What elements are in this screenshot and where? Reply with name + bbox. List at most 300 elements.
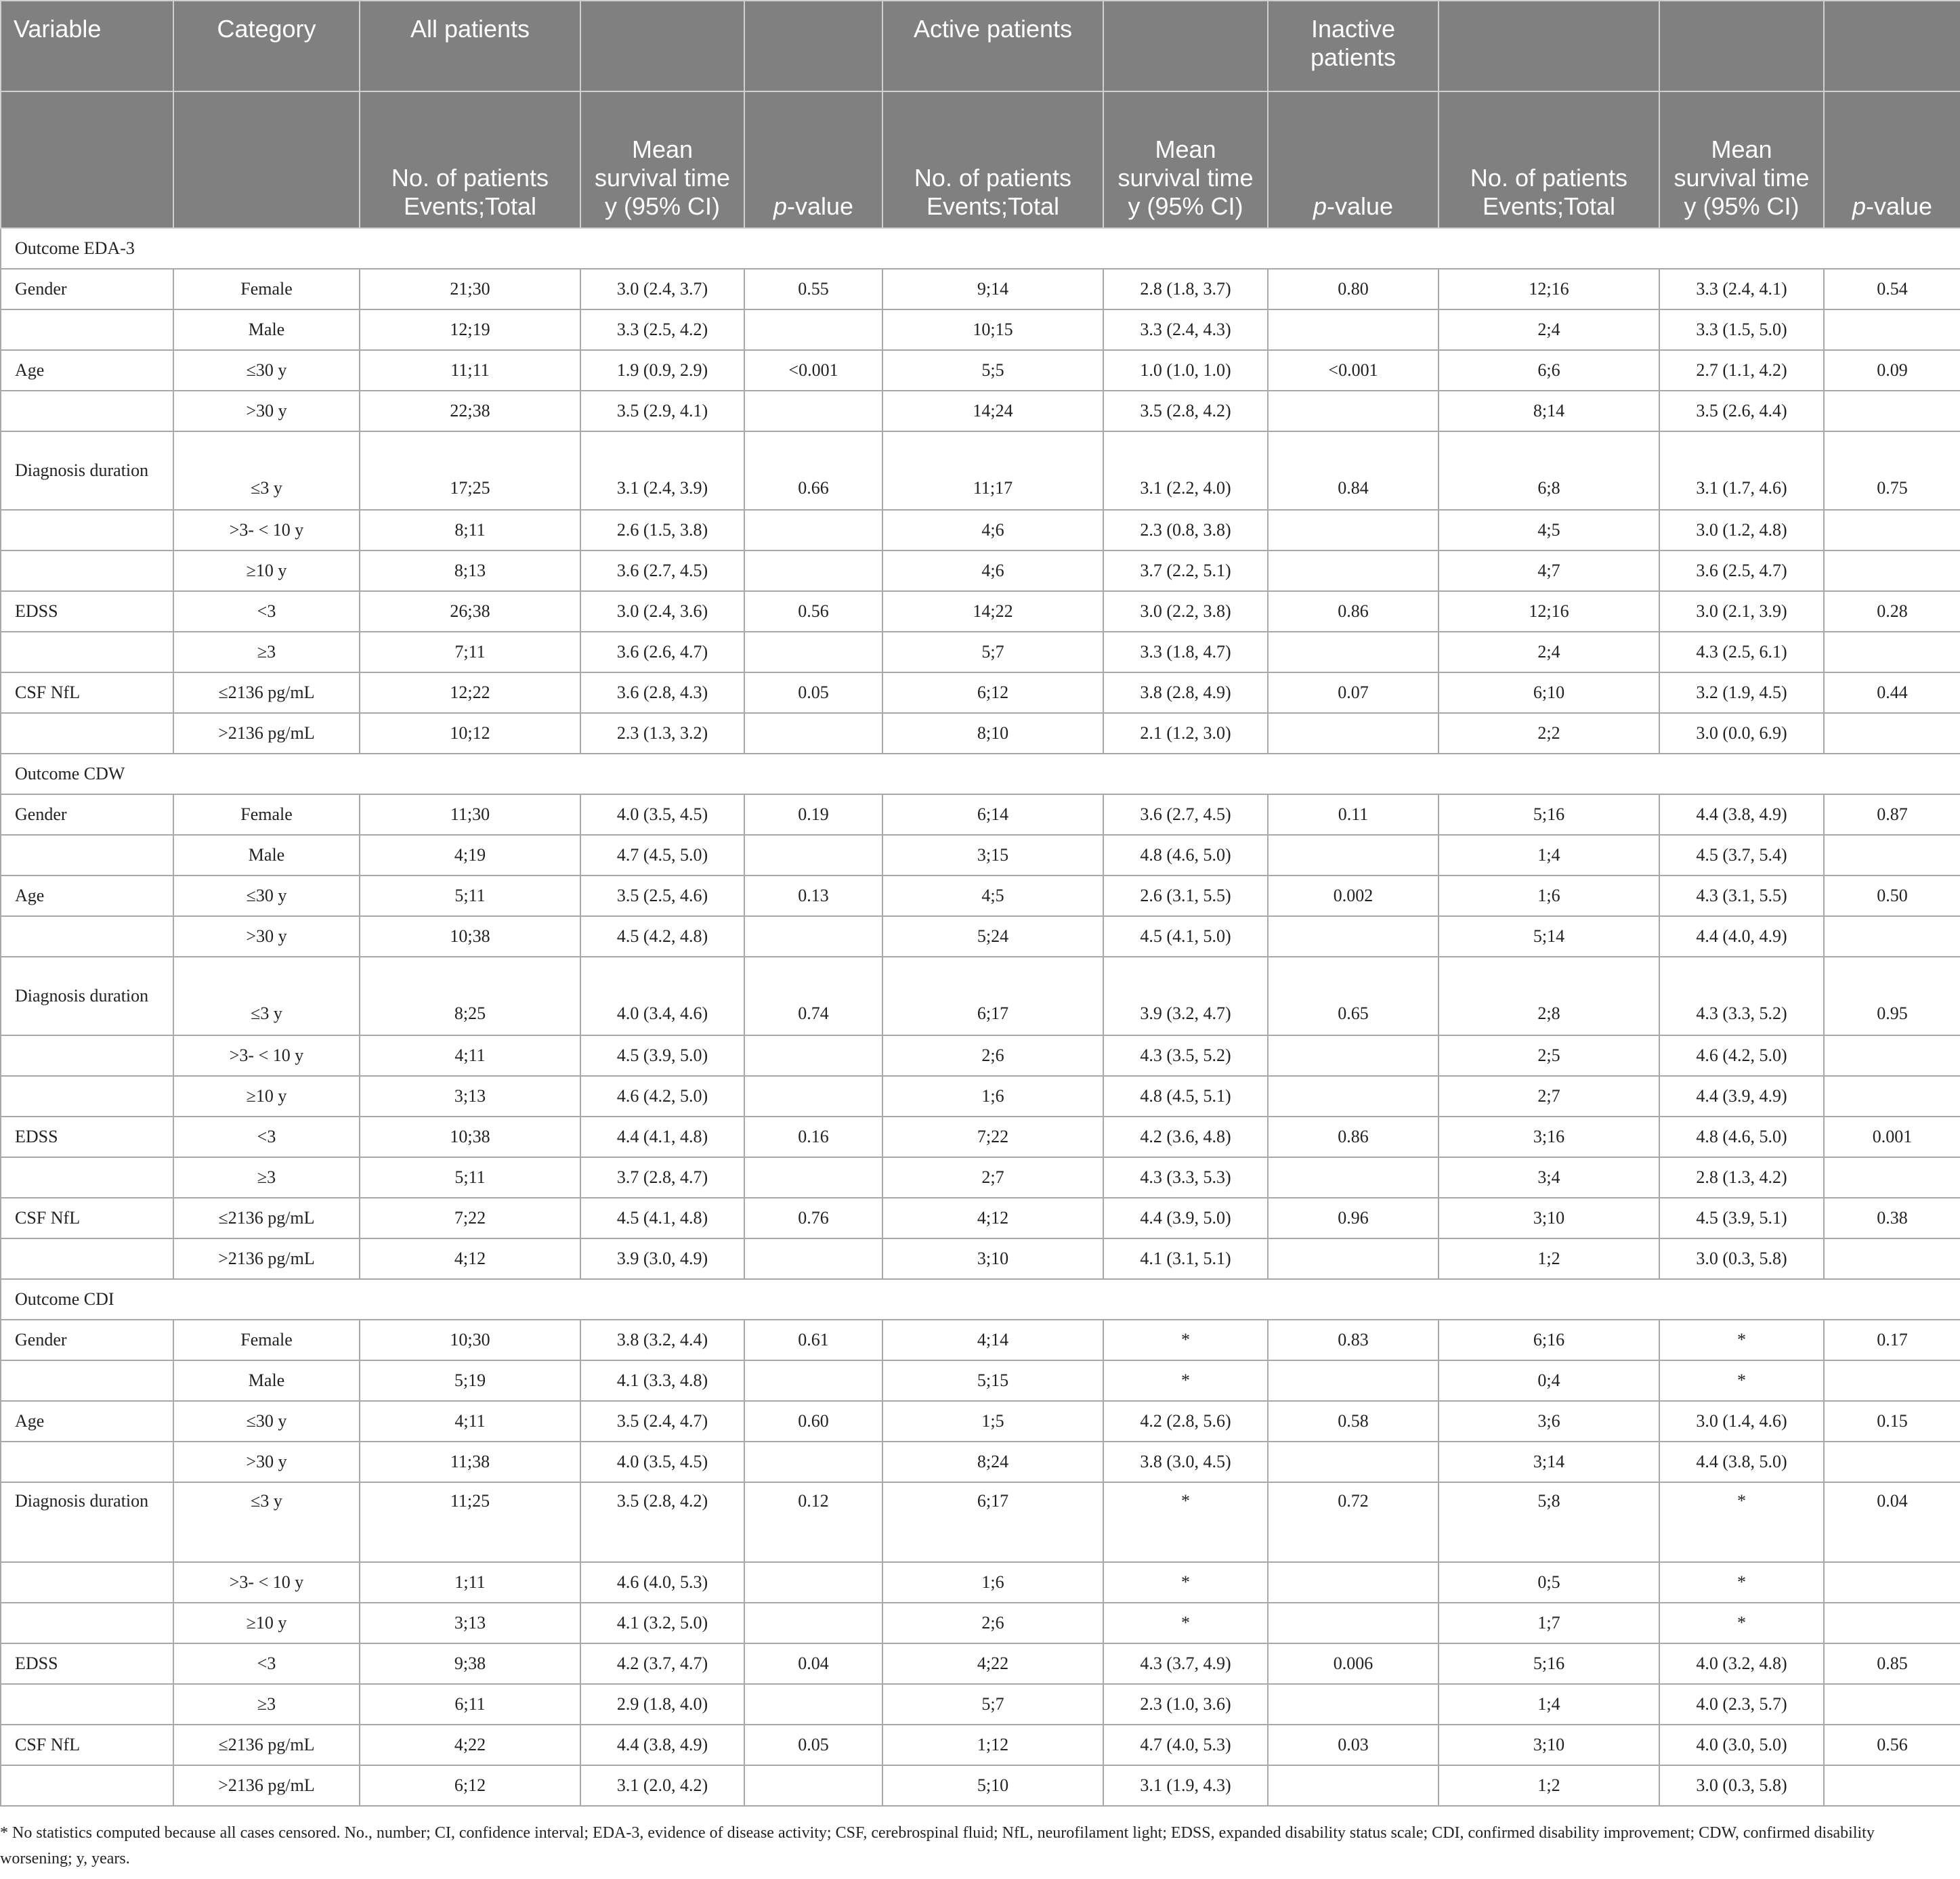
events-total-all-cell: 8;11 — [360, 510, 580, 550]
events-total-active-cell: 4;12 — [882, 1198, 1103, 1238]
p-value-all-cell — [744, 632, 882, 672]
header-active-patients: Active patients — [882, 1, 1103, 91]
p-value-all-cell: 0.60 — [744, 1401, 882, 1442]
variable-cell — [1, 1562, 173, 1603]
mean-survival-inactive-cell: 3.6 (2.5, 4.7) — [1659, 550, 1824, 591]
mean-survival-active-cell: * — [1103, 1320, 1268, 1360]
header-p-value-all: p-value — [744, 91, 882, 228]
mean-survival-all-cell: 4.0 (3.4, 4.6) — [580, 957, 744, 1035]
mean-survival-inactive-cell: 3.0 (1.2, 4.8) — [1659, 510, 1824, 550]
variable-cell: Age — [1, 1401, 173, 1442]
variable-cell: CSF NfL — [1, 1198, 173, 1238]
category-cell: >30 y — [173, 916, 360, 957]
category-cell: <3 — [173, 1643, 360, 1684]
category-cell: ≥10 y — [173, 550, 360, 591]
p-value-inactive-cell — [1824, 835, 1960, 876]
p-value-inactive-cell — [1824, 713, 1960, 754]
mean-survival-inactive-cell: 4.5 (3.7, 5.4) — [1659, 835, 1824, 876]
mean-survival-inactive-cell: 4.3 (3.3, 5.2) — [1659, 957, 1824, 1035]
events-total-all-cell: 21;30 — [360, 269, 580, 309]
variable-cell: Age — [1, 350, 173, 391]
variable-cell: EDSS — [1, 591, 173, 632]
events-total-active-cell: 3;10 — [882, 1238, 1103, 1279]
category-cell: ≤30 y — [173, 1401, 360, 1442]
table-row — [1, 957, 1960, 1035]
p-value-inactive-cell — [1824, 1562, 1960, 1603]
header-no-patients-active: No. of patients Events;Total — [882, 91, 1103, 228]
events-total-all-cell: 8;13 — [360, 550, 580, 591]
header-empty — [1, 91, 173, 228]
category-cell: Male — [173, 1360, 360, 1401]
variable-cell — [1, 713, 173, 754]
events-total-inactive-cell: 4;5 — [1439, 510, 1659, 550]
events-total-active-cell: 2;6 — [882, 1603, 1103, 1643]
mean-survival-active-cell: 3.3 (2.4, 4.3) — [1103, 309, 1268, 350]
category-cell: >2136 pg/mL — [173, 1238, 360, 1279]
events-total-all-cell: 4;11 — [360, 1035, 580, 1076]
variable-cell: Gender — [1, 269, 173, 309]
events-total-active-cell: 6;14 — [882, 794, 1103, 835]
mean-survival-all-cell: 3.9 (3.0, 4.9) — [580, 1238, 744, 1279]
p-value-inactive-cell — [1824, 1684, 1960, 1725]
p-value-all-cell: 0.13 — [744, 876, 882, 916]
p-value-active-cell — [1268, 713, 1439, 754]
events-total-all-cell: 6;11 — [360, 1684, 580, 1725]
variable-cell — [1, 391, 173, 431]
events-total-all-cell: 3;13 — [360, 1076, 580, 1117]
table-row — [1, 1157, 1960, 1198]
events-total-active-cell: 5;15 — [882, 1360, 1103, 1401]
events-total-all-cell: 12;22 — [360, 672, 580, 713]
variable-cell: Gender — [1, 1320, 173, 1360]
events-total-inactive-cell: 0;5 — [1439, 1562, 1659, 1603]
p-value-all-cell — [744, 1360, 882, 1401]
events-total-active-cell: 4;22 — [882, 1643, 1103, 1684]
mean-survival-active-cell: 4.2 (2.8, 5.6) — [1103, 1401, 1268, 1442]
mean-survival-all-cell: 3.5 (2.8, 4.2) — [580, 1482, 744, 1562]
events-total-all-cell: 11;38 — [360, 1442, 580, 1482]
table-row — [1, 350, 1960, 391]
p-value-all-cell: 0.56 — [744, 591, 882, 632]
section-row — [1, 1279, 1960, 1320]
category-cell: ≤2136 pg/mL — [173, 672, 360, 713]
category-cell: >3- < 10 y — [173, 510, 360, 550]
events-total-inactive-cell: 5;14 — [1439, 916, 1659, 957]
mean-survival-inactive-cell: 3.0 (1.4, 4.6) — [1659, 1401, 1824, 1442]
p-value-inactive-cell: 0.28 — [1824, 591, 1960, 632]
category-cell: Female — [173, 794, 360, 835]
p-value-inactive-cell — [1824, 632, 1960, 672]
events-total-active-cell: 1;12 — [882, 1725, 1103, 1765]
variable-cell: Age — [1, 876, 173, 916]
p-value-all-cell — [744, 550, 882, 591]
category-cell: ≥3 — [173, 632, 360, 672]
header-mean-survival-all: Mean survival time y (95% CI) — [580, 91, 744, 228]
mean-survival-inactive-cell: 4.0 (3.2, 4.8) — [1659, 1643, 1824, 1684]
p-value-inactive-cell — [1824, 1157, 1960, 1198]
mean-survival-all-cell: 4.0 (3.5, 4.5) — [580, 1442, 744, 1482]
mean-survival-active-cell: * — [1103, 1603, 1268, 1643]
mean-survival-all-cell: 2.3 (1.3, 3.2) — [580, 713, 744, 754]
events-total-active-cell: 8;10 — [882, 713, 1103, 754]
p-value-active-cell: 0.84 — [1268, 431, 1439, 510]
p-value-inactive-cell: 0.95 — [1824, 957, 1960, 1035]
events-total-active-cell: 8;24 — [882, 1442, 1103, 1482]
mean-survival-inactive-cell: 4.3 (2.5, 6.1) — [1659, 632, 1824, 672]
p-value-inactive-cell: 0.44 — [1824, 672, 1960, 713]
mean-survival-active-cell: 2.1 (1.2, 3.0) — [1103, 713, 1268, 754]
events-total-inactive-cell: 2;4 — [1439, 632, 1659, 672]
events-total-active-cell: 6;17 — [882, 1482, 1103, 1562]
p-value-all-cell — [744, 1076, 882, 1117]
events-total-all-cell: 1;11 — [360, 1562, 580, 1603]
table-row — [1, 1360, 1960, 1401]
variable-cell: CSF NfL — [1, 1725, 173, 1765]
events-total-active-cell: 5;5 — [882, 350, 1103, 391]
p-value-inactive-cell: 0.54 — [1824, 269, 1960, 309]
mean-survival-inactive-cell: 4.4 (3.8, 4.9) — [1659, 794, 1824, 835]
mean-survival-active-cell: 4.2 (3.6, 4.8) — [1103, 1117, 1268, 1157]
p-value-all-cell — [744, 1035, 882, 1076]
table-row — [1, 1401, 1960, 1442]
p-value-all-cell: 0.05 — [744, 672, 882, 713]
table-row — [1, 1603, 1960, 1643]
events-total-inactive-cell: 3;14 — [1439, 1442, 1659, 1482]
table-row — [1, 391, 1960, 431]
header-no-patients-inactive: No. of patients Events;Total — [1439, 91, 1659, 228]
mean-survival-active-cell: 4.3 (3.3, 5.3) — [1103, 1157, 1268, 1198]
p-value-active-cell: 0.86 — [1268, 1117, 1439, 1157]
events-total-active-cell: 14;24 — [882, 391, 1103, 431]
events-total-inactive-cell: 0;4 — [1439, 1360, 1659, 1401]
table-row — [1, 713, 1960, 754]
events-total-active-cell: 2;6 — [882, 1035, 1103, 1076]
mean-survival-active-cell: 3.0 (2.2, 3.8) — [1103, 591, 1268, 632]
events-total-active-cell: 4;5 — [882, 876, 1103, 916]
category-cell: Female — [173, 1320, 360, 1360]
variable-cell — [1, 1035, 173, 1076]
events-total-active-cell: 4;6 — [882, 510, 1103, 550]
events-total-active-cell: 2;7 — [882, 1157, 1103, 1198]
mean-survival-all-cell: 4.6 (4.2, 5.0) — [580, 1076, 744, 1117]
p-value-active-cell — [1268, 550, 1439, 591]
p-value-inactive-cell: 0.50 — [1824, 876, 1960, 916]
table-row — [1, 550, 1960, 591]
events-total-inactive-cell: 1;6 — [1439, 876, 1659, 916]
events-total-active-cell: 7;22 — [882, 1117, 1103, 1157]
variable-cell — [1, 632, 173, 672]
table-row — [1, 1035, 1960, 1076]
events-total-all-cell: 6;12 — [360, 1765, 580, 1806]
mean-survival-inactive-cell: 3.0 (0.3, 5.8) — [1659, 1765, 1824, 1806]
mean-survival-all-cell: 3.1 (2.4, 3.9) — [580, 431, 744, 510]
table-row — [1, 1482, 1960, 1562]
category-cell: ≥10 y — [173, 1603, 360, 1643]
header-variable: Variable — [1, 1, 173, 91]
p-value-active-cell — [1268, 510, 1439, 550]
header-inactive-patients: Inactive patients — [1268, 1, 1439, 91]
header-empty — [1439, 1, 1659, 91]
events-total-all-cell: 5;19 — [360, 1360, 580, 1401]
mean-survival-all-cell: 4.5 (4.2, 4.8) — [580, 916, 744, 957]
events-total-inactive-cell: 2;7 — [1439, 1076, 1659, 1117]
mean-survival-active-cell: * — [1103, 1482, 1268, 1562]
table-body — [1, 228, 1960, 1806]
p-value-active-cell — [1268, 1684, 1439, 1725]
p-value-inactive-cell: 0.09 — [1824, 350, 1960, 391]
category-cell: ≤2136 pg/mL — [173, 1725, 360, 1765]
variable-cell — [1, 550, 173, 591]
events-total-all-cell: 8;25 — [360, 957, 580, 1035]
category-cell: <3 — [173, 591, 360, 632]
variable-cell — [1, 1442, 173, 1482]
events-total-inactive-cell: 8;14 — [1439, 391, 1659, 431]
p-value-all-cell — [744, 391, 882, 431]
p-value-inactive-cell — [1824, 1442, 1960, 1482]
mean-survival-all-cell: 3.5 (2.5, 4.6) — [580, 876, 744, 916]
mean-survival-inactive-cell: * — [1659, 1482, 1824, 1562]
events-total-all-cell: 10;38 — [360, 916, 580, 957]
mean-survival-active-cell: 3.3 (1.8, 4.7) — [1103, 632, 1268, 672]
events-total-inactive-cell: 6;8 — [1439, 431, 1659, 510]
mean-survival-active-cell: 4.3 (3.7, 4.9) — [1103, 1643, 1268, 1684]
p-value-inactive-cell: 0.15 — [1824, 1401, 1960, 1442]
mean-survival-all-cell: 3.1 (2.0, 4.2) — [580, 1765, 744, 1806]
events-total-active-cell: 1;5 — [882, 1401, 1103, 1442]
mean-survival-all-cell: 4.7 (4.5, 5.0) — [580, 835, 744, 876]
category-cell: ≤30 y — [173, 350, 360, 391]
category-cell: <3 — [173, 1117, 360, 1157]
p-value-all-cell: 0.05 — [744, 1725, 882, 1765]
mean-survival-inactive-cell: 3.0 (0.3, 5.8) — [1659, 1238, 1824, 1279]
section-title: Outcome CDW — [1, 754, 1960, 794]
events-total-active-cell: 10;15 — [882, 309, 1103, 350]
p-value-inactive-cell: 0.87 — [1824, 794, 1960, 835]
events-total-active-cell: 6;17 — [882, 957, 1103, 1035]
table-row — [1, 1198, 1960, 1238]
events-total-all-cell: 26;38 — [360, 591, 580, 632]
mean-survival-inactive-cell: 4.4 (4.0, 4.9) — [1659, 916, 1824, 957]
mean-survival-all-cell: 2.9 (1.8, 4.0) — [580, 1684, 744, 1725]
mean-survival-active-cell: 3.8 (3.0, 4.5) — [1103, 1442, 1268, 1482]
events-total-all-cell: 4;19 — [360, 835, 580, 876]
mean-survival-active-cell: * — [1103, 1562, 1268, 1603]
p-value-all-cell: 0.16 — [744, 1117, 882, 1157]
mean-survival-inactive-cell: 4.8 (4.6, 5.0) — [1659, 1117, 1824, 1157]
header-empty — [173, 91, 360, 228]
p-value-inactive-cell: 0.17 — [1824, 1320, 1960, 1360]
p-value-active-cell: 0.11 — [1268, 794, 1439, 835]
mean-survival-inactive-cell: 4.3 (3.1, 5.5) — [1659, 876, 1824, 916]
events-total-all-cell: 5;11 — [360, 876, 580, 916]
mean-survival-active-cell: 3.1 (1.9, 4.3) — [1103, 1765, 1268, 1806]
p-value-inactive-cell — [1824, 1603, 1960, 1643]
p-value-active-cell: 0.002 — [1268, 876, 1439, 916]
header-empty — [744, 1, 882, 91]
p-value-all-cell — [744, 1684, 882, 1725]
mean-survival-inactive-cell: * — [1659, 1603, 1824, 1643]
mean-survival-inactive-cell: 2.7 (1.1, 4.2) — [1659, 350, 1824, 391]
events-total-inactive-cell: 6;6 — [1439, 350, 1659, 391]
p-value-inactive-cell — [1824, 309, 1960, 350]
table-row — [1, 672, 1960, 713]
table-row — [1, 510, 1960, 550]
mean-survival-active-cell: 3.9 (3.2, 4.7) — [1103, 957, 1268, 1035]
category-cell: ≥3 — [173, 1157, 360, 1198]
mean-survival-active-cell: 4.1 (3.1, 5.1) — [1103, 1238, 1268, 1279]
p-value-inactive-cell — [1824, 1035, 1960, 1076]
events-total-inactive-cell: 2;5 — [1439, 1035, 1659, 1076]
events-total-active-cell: 14;22 — [882, 591, 1103, 632]
variable-cell — [1, 1157, 173, 1198]
events-total-active-cell: 5;7 — [882, 632, 1103, 672]
events-total-all-cell: 11;11 — [360, 350, 580, 391]
category-cell: ≤30 y — [173, 876, 360, 916]
events-total-inactive-cell: 2;8 — [1439, 957, 1659, 1035]
table-row — [1, 591, 1960, 632]
p-value-inactive-cell: 0.38 — [1824, 1198, 1960, 1238]
events-total-inactive-cell: 3;10 — [1439, 1198, 1659, 1238]
p-value-active-cell: <0.001 — [1268, 350, 1439, 391]
mean-survival-all-cell: 3.5 (2.4, 4.7) — [580, 1401, 744, 1442]
header-p-value-active: p-value — [1268, 91, 1439, 228]
events-total-all-cell: 10;38 — [360, 1117, 580, 1157]
table-row — [1, 1562, 1960, 1603]
header-empty — [1659, 1, 1824, 91]
events-total-active-cell: 3;15 — [882, 835, 1103, 876]
p-value-active-cell — [1268, 309, 1439, 350]
events-total-all-cell: 22;38 — [360, 391, 580, 431]
variable-cell — [1, 1360, 173, 1401]
table-row — [1, 1320, 1960, 1360]
p-value-active-cell — [1268, 1076, 1439, 1117]
mean-survival-inactive-cell: 2.8 (1.3, 4.2) — [1659, 1157, 1824, 1198]
p-value-all-cell: 0.04 — [744, 1643, 882, 1684]
mean-survival-inactive-cell: 4.4 (3.8, 5.0) — [1659, 1442, 1824, 1482]
events-total-all-cell: 4;22 — [360, 1725, 580, 1765]
p-value-inactive-cell: 0.001 — [1824, 1117, 1960, 1157]
p-value-active-cell — [1268, 916, 1439, 957]
p-value-active-cell: 0.07 — [1268, 672, 1439, 713]
section-row — [1, 754, 1960, 794]
mean-survival-inactive-cell: * — [1659, 1360, 1824, 1401]
p-value-inactive-cell — [1824, 391, 1960, 431]
table-row — [1, 1442, 1960, 1482]
p-value-active-cell: 0.96 — [1268, 1198, 1439, 1238]
header-mean-survival-inactive: Mean survival time y (95% CI) — [1659, 91, 1824, 228]
section-title: Outcome EDA-3 — [1, 228, 1960, 269]
header-p-value-inactive: p-value — [1824, 91, 1960, 228]
p-value-active-cell: 0.83 — [1268, 1320, 1439, 1360]
events-total-active-cell: 5;10 — [882, 1765, 1103, 1806]
mean-survival-inactive-cell: 3.1 (1.7, 4.6) — [1659, 431, 1824, 510]
header-no-patients-all: No. of patients Events;Total — [360, 91, 580, 228]
p-value-active-cell — [1268, 1442, 1439, 1482]
events-total-inactive-cell: 3;4 — [1439, 1157, 1659, 1198]
mean-survival-inactive-cell: 3.3 (2.4, 4.1) — [1659, 269, 1824, 309]
events-total-inactive-cell: 1;2 — [1439, 1238, 1659, 1279]
table-row — [1, 1725, 1960, 1765]
mean-survival-all-cell: 4.4 (3.8, 4.9) — [580, 1725, 744, 1765]
header-mean-survival-active: Mean survival time y (95% CI) — [1103, 91, 1268, 228]
events-total-inactive-cell: 1;4 — [1439, 1684, 1659, 1725]
p-value-active-cell: 0.65 — [1268, 957, 1439, 1035]
mean-survival-all-cell: 4.6 (4.0, 5.3) — [580, 1562, 744, 1603]
mean-survival-active-cell: 1.0 (1.0, 1.0) — [1103, 350, 1268, 391]
table-row — [1, 269, 1960, 309]
table-row — [1, 632, 1960, 672]
p-value-inactive-cell — [1824, 510, 1960, 550]
p-value-active-cell — [1268, 1035, 1439, 1076]
events-total-all-cell: 4;12 — [360, 1238, 580, 1279]
mean-survival-inactive-cell: * — [1659, 1320, 1824, 1360]
mean-survival-active-cell: 4.3 (3.5, 5.2) — [1103, 1035, 1268, 1076]
variable-cell — [1, 916, 173, 957]
category-cell: ≤3 y — [173, 1482, 360, 1562]
events-total-all-cell: 11;25 — [360, 1482, 580, 1562]
table-row — [1, 1643, 1960, 1684]
p-value-all-cell — [744, 1562, 882, 1603]
variable-cell: Gender — [1, 794, 173, 835]
p-value-active-cell — [1268, 1562, 1439, 1603]
p-value-all-cell — [744, 1442, 882, 1482]
mean-survival-all-cell: 3.6 (2.6, 4.7) — [580, 632, 744, 672]
variable-cell: CSF NfL — [1, 672, 173, 713]
table-row — [1, 876, 1960, 916]
p-value-all-cell — [744, 916, 882, 957]
mean-survival-inactive-cell: 4.0 (3.0, 5.0) — [1659, 1725, 1824, 1765]
p-value-all-cell — [744, 1765, 882, 1806]
mean-survival-inactive-cell: 3.0 (0.0, 6.9) — [1659, 713, 1824, 754]
events-total-inactive-cell: 6;10 — [1439, 672, 1659, 713]
mean-survival-active-cell: * — [1103, 1360, 1268, 1401]
p-value-all-cell: 0.76 — [744, 1198, 882, 1238]
mean-survival-inactive-cell: 3.2 (1.9, 4.5) — [1659, 672, 1824, 713]
events-total-active-cell: 4;14 — [882, 1320, 1103, 1360]
events-total-all-cell: 9;38 — [360, 1643, 580, 1684]
header-category: Category — [173, 1, 360, 91]
p-value-inactive-cell: 0.04 — [1824, 1482, 1960, 1562]
mean-survival-inactive-cell: 4.6 (4.2, 5.0) — [1659, 1035, 1824, 1076]
p-value-all-cell: 0.19 — [744, 794, 882, 835]
events-total-inactive-cell: 12;16 — [1439, 269, 1659, 309]
events-total-inactive-cell: 12;16 — [1439, 591, 1659, 632]
p-value-inactive-cell — [1824, 916, 1960, 957]
mean-survival-active-cell: 2.3 (0.8, 3.8) — [1103, 510, 1268, 550]
p-value-all-cell — [744, 1157, 882, 1198]
p-value-all-cell: 0.12 — [744, 1482, 882, 1562]
mean-survival-all-cell: 4.5 (4.1, 4.8) — [580, 1198, 744, 1238]
mean-survival-all-cell: 3.8 (3.2, 4.4) — [580, 1320, 744, 1360]
mean-survival-all-cell: 4.0 (3.5, 4.5) — [580, 794, 744, 835]
events-total-inactive-cell: 5;16 — [1439, 794, 1659, 835]
mean-survival-active-cell: 4.8 (4.5, 5.1) — [1103, 1076, 1268, 1117]
mean-survival-all-cell: 4.1 (3.2, 5.0) — [580, 1603, 744, 1643]
variable-cell — [1, 309, 173, 350]
events-total-inactive-cell: 4;7 — [1439, 550, 1659, 591]
p-value-active-cell — [1268, 835, 1439, 876]
events-total-active-cell: 5;24 — [882, 916, 1103, 957]
p-value-all-cell: 0.55 — [744, 269, 882, 309]
mean-survival-active-cell: 4.7 (4.0, 5.3) — [1103, 1725, 1268, 1765]
p-value-active-cell — [1268, 391, 1439, 431]
events-total-all-cell: 10;30 — [360, 1320, 580, 1360]
mean-survival-all-cell: 3.3 (2.5, 4.2) — [580, 309, 744, 350]
mean-survival-active-cell: 3.6 (2.7, 4.5) — [1103, 794, 1268, 835]
events-total-inactive-cell: 3;10 — [1439, 1725, 1659, 1765]
mean-survival-all-cell: 4.1 (3.3, 4.8) — [580, 1360, 744, 1401]
events-total-active-cell: 1;6 — [882, 1076, 1103, 1117]
